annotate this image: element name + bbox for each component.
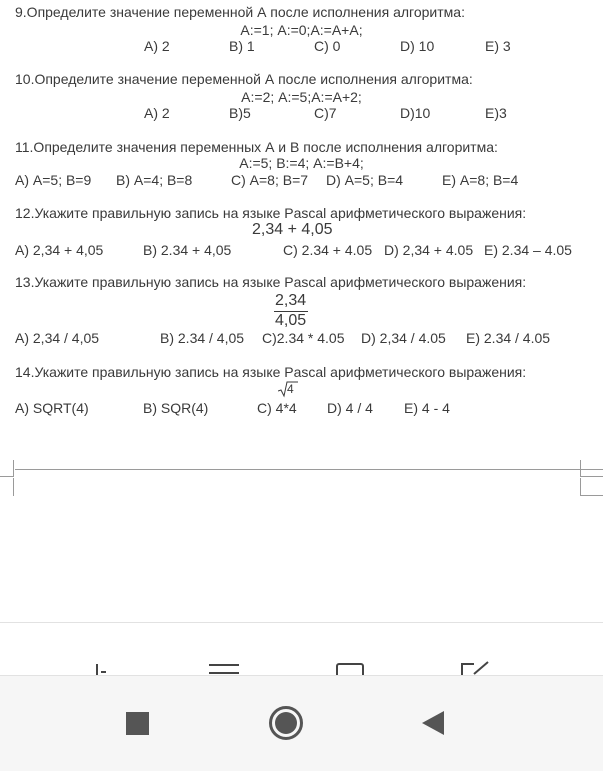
question-14-text: 14.Укажите правильную запись на языке Pascal арифметического выражения:: [15, 364, 527, 380]
q11-option-c: С) А=8; В=7: [231, 172, 309, 188]
sqrt-argument: 4: [287, 382, 294, 396]
crop-mark-top-right: [580, 460, 603, 477]
q12-option-c: С) 2.34 + 4.05: [283, 242, 373, 258]
q12-option-d: D) 2,34 + 4.05: [384, 242, 474, 258]
question-11-text: 11.Определите значения переменных А и В после исполнения алгоритма:: [15, 139, 498, 155]
q9-option-d: D) 10: [400, 38, 435, 54]
question-12-expression: 2,34 + 4,05: [252, 221, 333, 238]
q9-option-c: С) 0: [314, 38, 341, 54]
back-icon[interactable]: [421, 710, 445, 736]
q10-option-c: С)7: [314, 105, 337, 121]
crop-mark-top-left: [0, 460, 14, 477]
q14-option-b: В) SQR(4): [143, 400, 209, 416]
sqrt-expression: [278, 381, 298, 398]
q9-option-b: В) 1: [229, 38, 255, 54]
q12-option-a: А) 2,34 + 4,05: [15, 242, 104, 258]
fullscreen-icon[interactable]: [333, 660, 367, 676]
q10-option-e: Е)3: [485, 105, 507, 121]
edit-icon[interactable]: [458, 660, 492, 676]
crop-mark-bottom-right: [580, 478, 603, 496]
page-divider: [15, 469, 603, 470]
question-10-text: 10.Определите значение переменной А после исполнения алгоритма:: [15, 71, 473, 87]
q14-option-a: А) SQRT(4): [15, 400, 89, 416]
crop-mark-bottom-left: [0, 478, 14, 496]
question-9-code: А:=1; А:=0;А:=А+А;: [240, 22, 363, 38]
q13-option-b: В) 2.34 / 4,05: [160, 330, 245, 346]
q13-option-a: А) 2,34 / 4,05: [15, 330, 100, 346]
q14-option-e: Е) 4 - 4: [404, 400, 450, 416]
q14-option-c: С) 4*4: [257, 400, 297, 416]
question-9-text: 9.Определите значение переменной А после исполнения алгоритма:: [15, 4, 465, 20]
menu-lines-icon[interactable]: [207, 660, 241, 676]
q9-option-a: А) 2: [144, 38, 170, 54]
q9-option-e: Е) 3: [485, 38, 511, 54]
q12-option-e: Е) 2.34 – 4.05: [484, 242, 572, 258]
q11-option-d: D) А=5; В=4: [326, 172, 404, 188]
q13-option-e: Е) 2.34 / 4.05: [466, 330, 551, 346]
recent-apps-icon[interactable]: [126, 712, 149, 735]
q10-option-a: А) 2: [144, 105, 170, 121]
question-12-text: 12.Укажите правильную запись на языке Pascal арифметического выражения:: [15, 205, 527, 221]
text-cursor-icon[interactable]: [82, 660, 116, 676]
toolbar-top-border: [0, 622, 603, 623]
q11-option-e: Е) А=8; В=4: [442, 172, 519, 188]
navigation-bar: [0, 676, 603, 771]
question-13-numerator: 2,34: [275, 292, 307, 309]
q14-option-d: D) 4 / 4: [327, 400, 373, 416]
q10-option-d: D)10: [400, 105, 431, 121]
home-icon[interactable]: [268, 705, 304, 741]
question-11-code: А:=5; В:=4; А:=В+4;: [239, 155, 364, 171]
q12-option-b: В) 2.34 + 4,05: [143, 242, 232, 258]
question-10-code: А:=2; А:=5;А:=А+2;: [241, 89, 362, 105]
q10-option-b: В)5: [229, 105, 251, 121]
q11-option-b: В) А=4; В=8: [116, 172, 193, 188]
question-13-text: 13.Укажите правильную запись на языке Pascal арифметического выражения:: [15, 274, 527, 290]
q11-option-a: А) А=5; В=9: [15, 172, 92, 188]
q13-option-d: D) 2,34 / 4.05: [361, 330, 446, 346]
question-13-denominator: 4,05: [275, 312, 307, 329]
q13-option-c: С)2.34 * 4.05: [262, 330, 345, 346]
